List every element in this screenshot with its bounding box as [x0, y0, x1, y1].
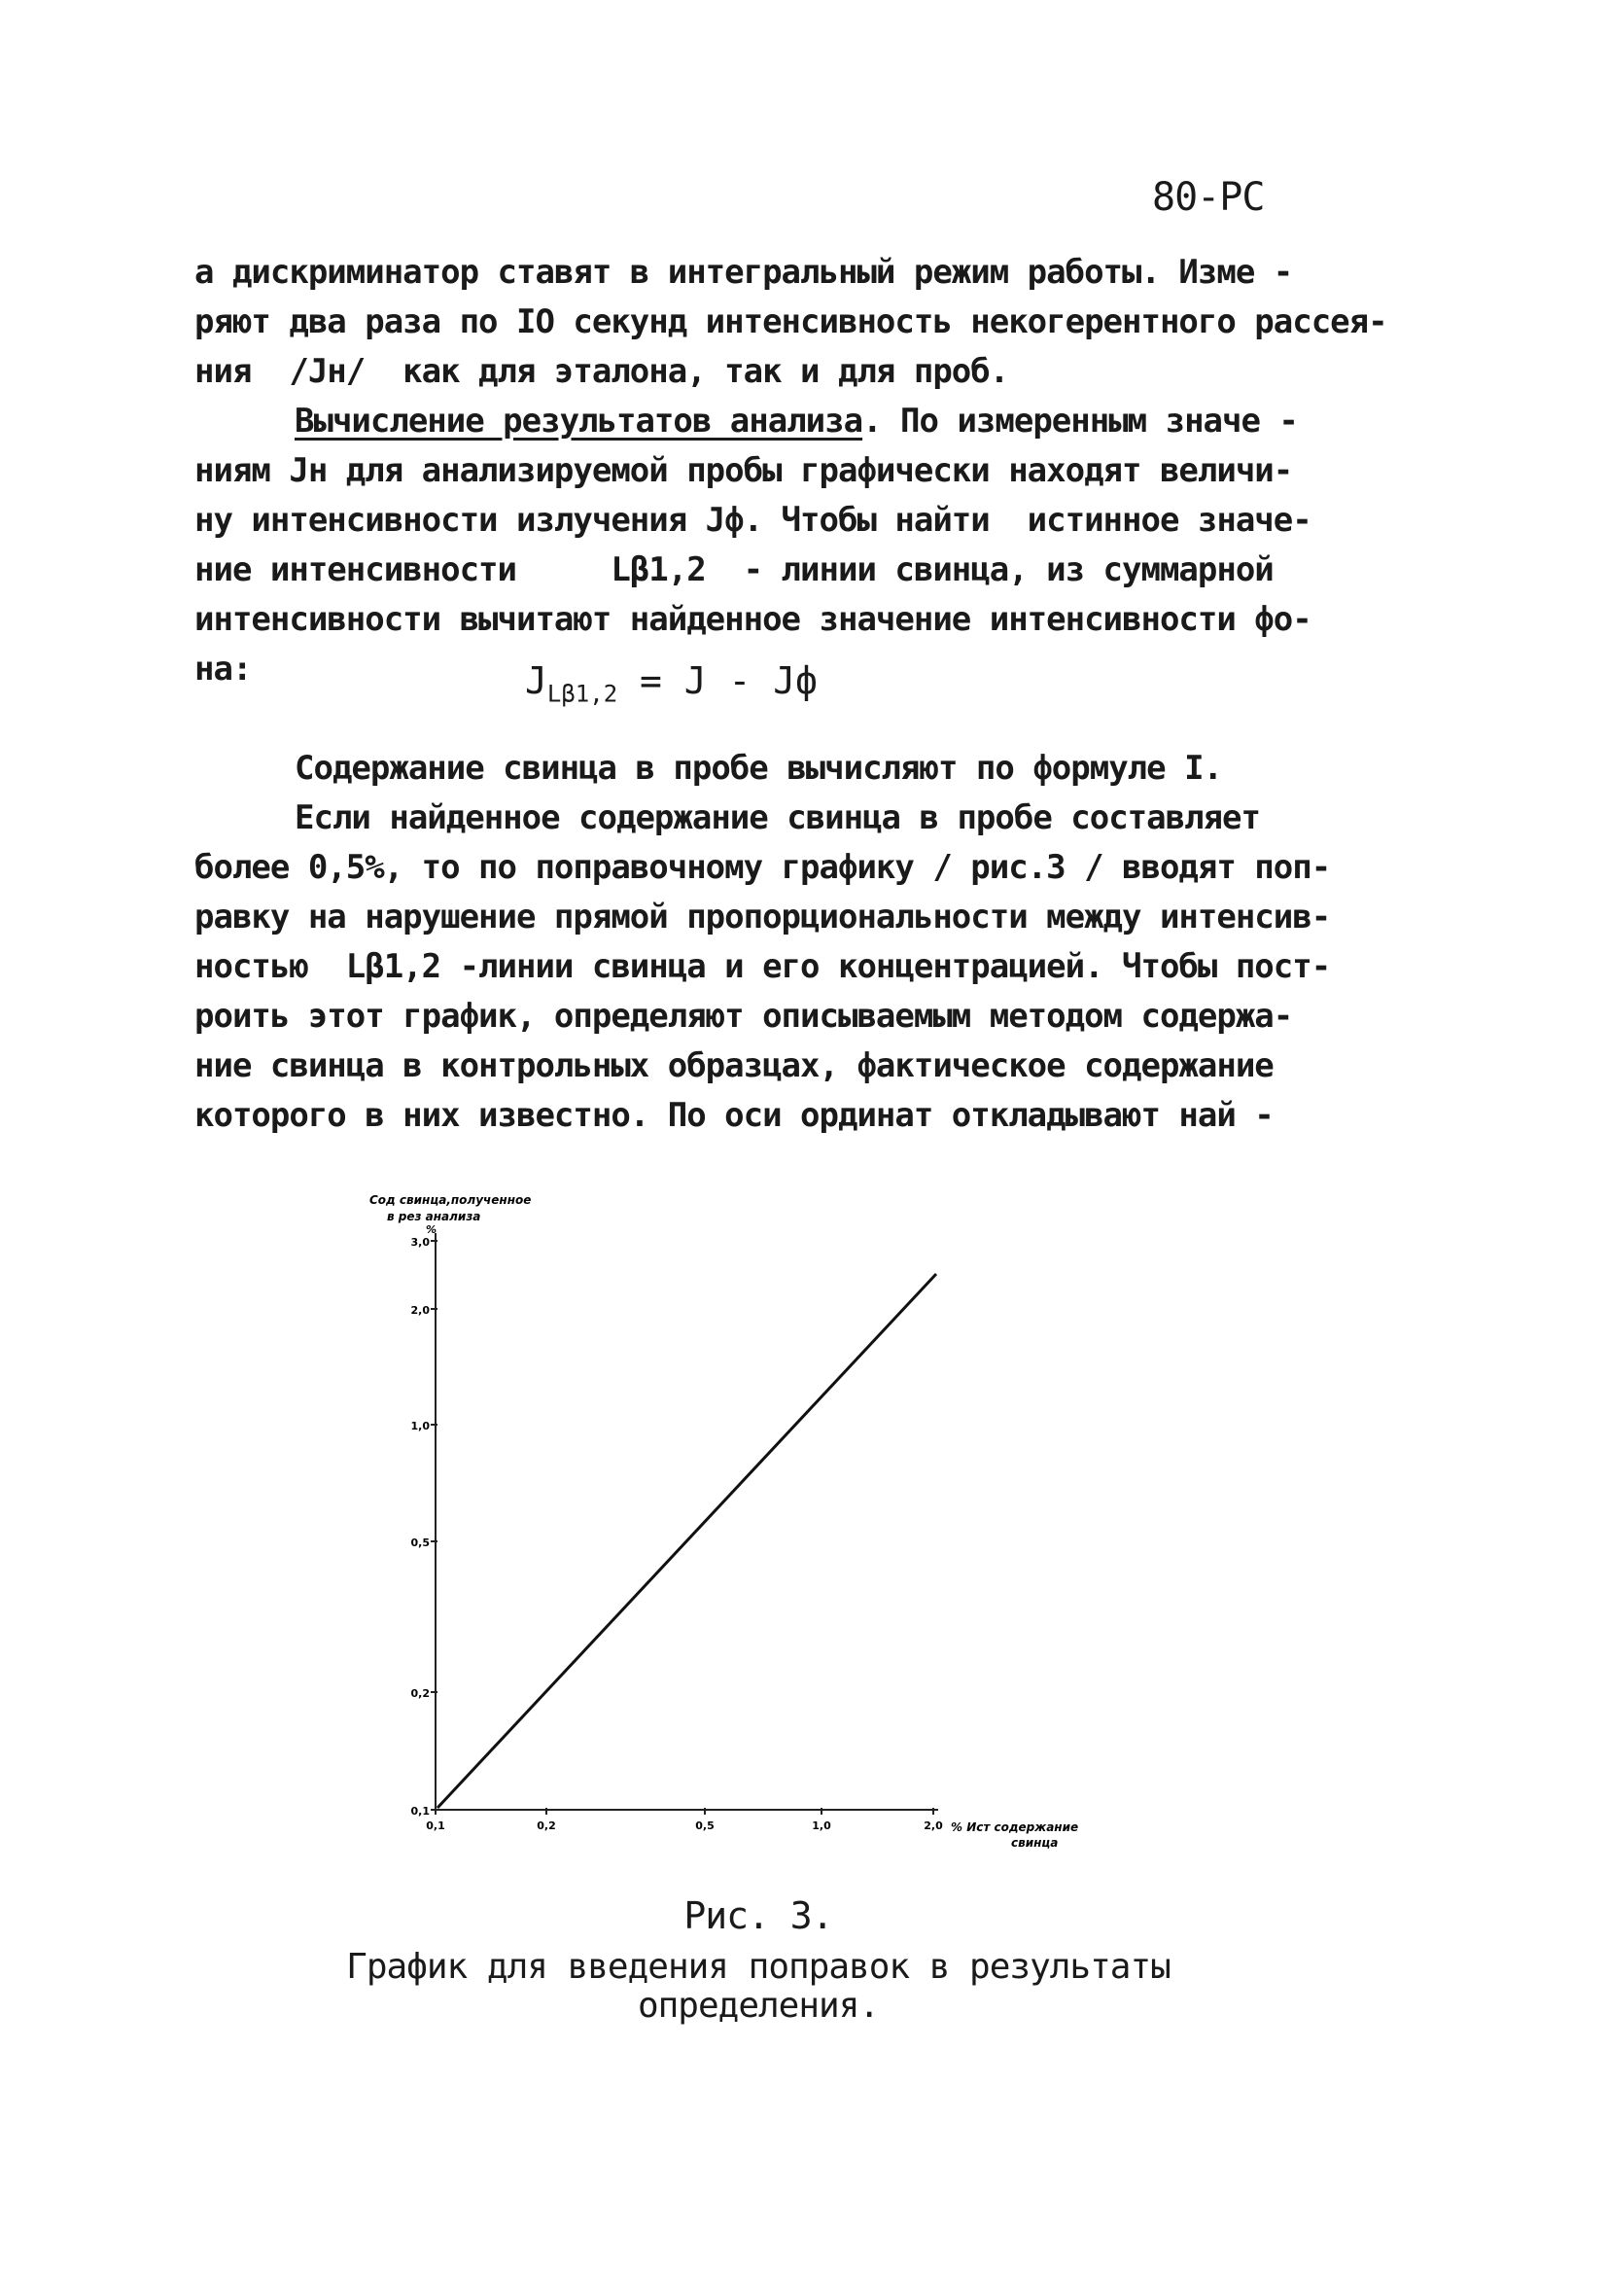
y-tick-label: 0,1: [410, 1805, 430, 1818]
y-axis-label: в рез анализа: [387, 1210, 481, 1223]
text-line: на:: [194, 650, 252, 689]
text-line: [194, 397, 1458, 446]
caption-line: График для введения поправок в результаты: [346, 1947, 1171, 1987]
text-line: равку на нарушение прямой пропорциональности между интенсив-: [194, 898, 1331, 936]
x-tick-label: 0,2: [537, 1819, 556, 1832]
y-tick-label: 0,5: [410, 1537, 430, 1549]
figure-number: Рис. 3.: [683, 1894, 833, 1937]
page-number: 80-РС: [1152, 175, 1265, 220]
blank-line: [194, 694, 1458, 744]
text-line: Если найденное содержание свинца в пробе составляет: [295, 798, 1260, 837]
text-fragment: . По измеренным значе -: [862, 402, 1298, 441]
text-line: более 0,5%, то по поправочному графику / рис.3 / вводят поп-: [194, 848, 1331, 887]
caption-line: определения.: [637, 1986, 880, 2026]
formula: [525, 659, 818, 708]
text-line: ния /Jн/ как для эталона, так и для проб.: [194, 352, 1009, 391]
y-axis-label: Сод свинца,полученное: [369, 1193, 532, 1207]
formula-subscript: Lβ1,2: [546, 680, 618, 708]
figure-caption: [0, 1948, 1517, 2026]
text-line: роить этот график, определяют описываемым методом содержа-: [194, 997, 1293, 1036]
text-line: ряют два раза по IO секунд интенсивность некогерентного рассея-: [194, 302, 1387, 341]
text-line: ние интенсивности Lβ1,2 - линии свинца, из суммарной: [194, 550, 1274, 589]
series-line: [437, 1274, 936, 1808]
text-line: а дискриминатор ставят в интегральный режим работы. Изме -: [194, 253, 1293, 292]
y-tick-label: 2,0: [410, 1304, 430, 1317]
formula-lhs: J: [525, 659, 547, 702]
text-line: ну интенсивности излучения Jф. Чтобы найти истинное значе-: [194, 501, 1311, 540]
y-tick-label: 1,0: [410, 1420, 430, 1432]
body-text: [194, 248, 1458, 1141]
formula-rhs: = J - Jф: [617, 659, 819, 702]
text-line: интенсивности вычитают найденное значение интенсивности фо-: [194, 600, 1311, 639]
x-tick-label: 0,5: [695, 1819, 715, 1832]
text-line: ностью Lβ1,2 -линии свинца и его концентрацией. Чтобы пост-: [194, 947, 1331, 986]
text-line: ние свинца в контрольных образцах, фактическое содержание: [194, 1046, 1274, 1085]
x-tick-label: 1,0: [812, 1819, 831, 1832]
x-tick-label: 0,1: [426, 1819, 445, 1832]
y-axis-unit: %: [426, 1223, 437, 1236]
x-axis-label: свинца: [1011, 1836, 1059, 1850]
x-tick-label: 2,0: [924, 1819, 943, 1832]
section-heading: Вычисление результатов анализа: [295, 402, 863, 441]
y-tick-label: 0,2: [410, 1687, 430, 1700]
text-line: Содержание свинца в пробе вычисляют по формуле I.: [295, 749, 1223, 788]
y-tick-label: 3,0: [410, 1236, 430, 1249]
text-line: ниям Jн для анализируемой пробы графически находят величи-: [194, 451, 1293, 490]
x-axis-label: % Ист содержание: [951, 1820, 1079, 1834]
text-line: которого в них известно. По оси ординат откладывают най -: [194, 1096, 1274, 1135]
